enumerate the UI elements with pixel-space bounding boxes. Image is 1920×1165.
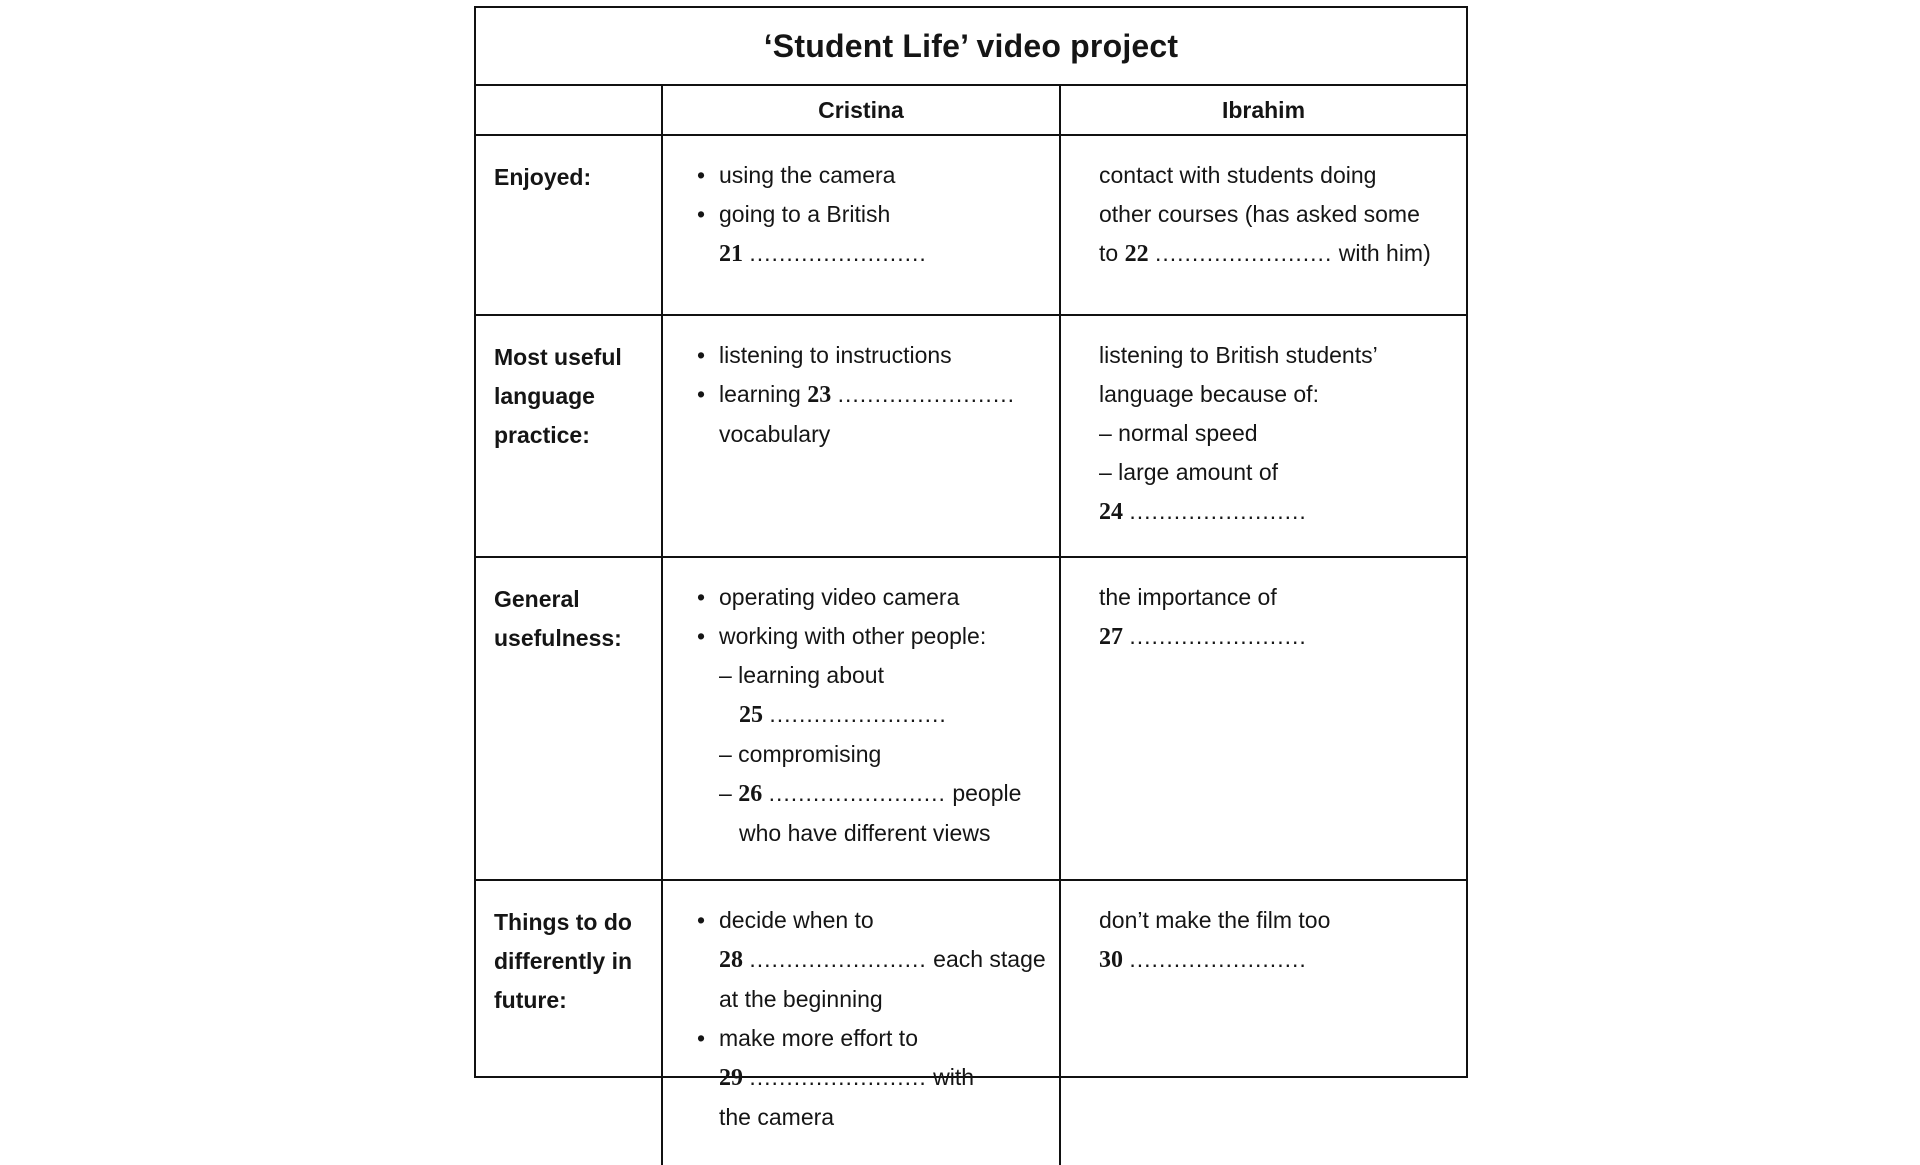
header-ibrahim: Ibrahim — [1060, 86, 1466, 135]
list-item: • going to a British — [699, 195, 1037, 234]
gap-27 — [1099, 617, 1444, 657]
bullet-icon: • — [697, 201, 706, 227]
comparison-table — [476, 86, 1466, 1165]
answer-blank: ........................ — [749, 1064, 927, 1090]
list-item: • using the camera — [699, 156, 1037, 195]
question-number: 28 — [719, 947, 743, 973]
row-label-enjoyed: Enjoyed: — [476, 135, 662, 315]
cell-cristina-future: • decide when to 28 ........................ each stage at the beginning • make more effort to 29 ........................ with the camera — [662, 880, 1060, 1165]
gap-25 — [699, 695, 1037, 735]
header-cristina: Cristina — [662, 86, 1060, 135]
question-number: 21 — [719, 241, 743, 267]
gap-29: 29 ........................ with — [719, 1064, 975, 1091]
list-item: • operating video camera — [699, 578, 1037, 617]
list-item: • make more effort to — [699, 1019, 1037, 1058]
gap-30 — [1099, 940, 1444, 980]
question-number: 23 — [807, 382, 832, 408]
gap-23: • learning 23 ........................ — [699, 375, 1037, 415]
cell-cristina-language: • listening to instructions • learning 23 ........................ vocabulary — [662, 315, 1060, 557]
answer-blank: ........................ — [1129, 946, 1307, 972]
notes-table — [474, 6, 1468, 1130]
gap-22: to 22 ........................ with him) — [1099, 240, 1431, 267]
question-number: 30 — [1099, 947, 1123, 973]
row-label-future: Things to do differently in future: — [476, 880, 662, 1165]
bullet-icon: • — [697, 342, 706, 368]
bullet-icon: • — [697, 1025, 706, 1051]
answer-blank: ........................ — [768, 780, 946, 806]
question-number: 25 — [739, 702, 763, 728]
cell-cristina-enjoyed — [662, 135, 1060, 315]
question-number: 27 — [1099, 624, 1123, 650]
gap-28: 28 ........................ each stage — [719, 946, 1046, 973]
gap-21 — [699, 234, 1037, 274]
question-number: 24 — [1099, 499, 1123, 525]
row-label-language-practice: Most useful language practice: — [476, 315, 662, 557]
question-number: 22 — [1124, 241, 1149, 267]
cell-ibrahim-enjoyed: contact with students doing other courses (has asked some to 22 ........................ with him) — [1060, 135, 1466, 315]
bullet-icon: • — [697, 907, 706, 933]
question-number: 29 — [719, 1065, 743, 1091]
row-label-general-usefulness: General usefulness: — [476, 557, 662, 880]
answer-blank: ........................ — [1129, 498, 1307, 524]
row-language-practice — [476, 315, 1466, 557]
list-item: • decide when to — [699, 901, 1037, 940]
list-item: • working with other people: — [699, 617, 1037, 656]
row-enjoyed — [476, 135, 1466, 315]
answer-blank: ........................ — [1154, 240, 1333, 266]
bullet-icon: • — [697, 381, 706, 407]
bullet-icon: • — [697, 162, 706, 188]
gap-24 — [1099, 492, 1444, 532]
cell-ibrahim-language: listening to British students’ language because of: – normal speed – large amount of 24 ........................ — [1060, 315, 1466, 557]
answer-blank: ........................ — [769, 701, 947, 727]
table-title: ‘Student Life’ video project — [476, 8, 1466, 86]
row-future — [476, 880, 1466, 1165]
answer-blank: ........................ — [749, 240, 927, 266]
answer-blank: ........................ — [1129, 623, 1307, 649]
bullet-icon: • — [697, 584, 706, 610]
question-number: 26 — [738, 781, 763, 807]
answer-blank: ........................ — [837, 381, 1015, 407]
header-row — [476, 86, 1466, 135]
list-item: • listening to instructions — [699, 336, 1037, 375]
gap-26: – 26 ........................ people — [719, 780, 1022, 807]
cell-ibrahim-general: the importance of 27 ........................ — [1060, 557, 1466, 880]
bullet-icon: • — [697, 623, 706, 649]
header-empty — [476, 86, 662, 135]
row-general-usefulness — [476, 557, 1466, 880]
answer-blank: ........................ — [749, 946, 927, 972]
cell-cristina-general: • operating video camera • working with other people: – learning about 25 ........................ – compromising – 26 ........................ people who have different views — [662, 557, 1060, 880]
cell-ibrahim-future: don’t make the film too 30 ........................ — [1060, 880, 1466, 1165]
